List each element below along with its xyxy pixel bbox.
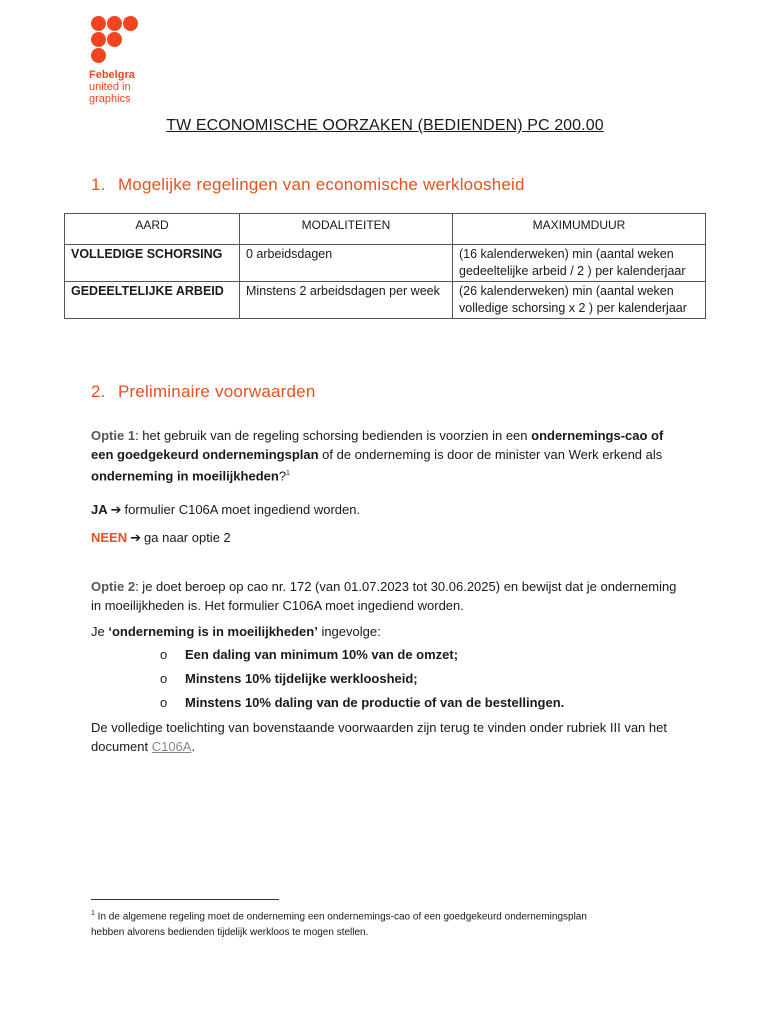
c106a-link[interactable]: C106A: [151, 739, 192, 754]
criteria-item-2: Minstens 10% tijdelijke werkloosheid;: [185, 671, 418, 686]
cell-maximumduur: (26 kalenderweken) min (aantal weken volledige schorsing x 2 ) per kalenderjaar: [453, 282, 706, 319]
cell-aard: GEDEELTELIJKE ARBEID: [65, 282, 240, 319]
logo-brand: Febelgra: [89, 69, 135, 81]
regelingen-table: [64, 213, 706, 319]
section-2-title: Preliminaire voorwaarden: [117, 382, 316, 401]
list-item: [160, 671, 418, 686]
cell-modaliteiten: 0 arbeidsdagen: [240, 245, 453, 282]
section-1-number: 1.: [91, 175, 106, 194]
section-1-title: Mogelijke regelingen van economische werkloosheid: [117, 175, 525, 194]
criteria-intro-prefix: Je: [91, 624, 109, 639]
footnote-text: In de algemene regeling moet de onderneming een ondernemings-cao of een goedgekeurd ondernemingsplan hebben alvorens bedienden tijdelijk werkloos te mogen stellen.: [91, 911, 587, 939]
list-item: [160, 695, 564, 710]
list-item: [160, 647, 458, 662]
header-aard: AARD: [65, 214, 240, 245]
optie-1-bold-2: onderneming in moeilijkheden: [91, 468, 279, 484]
logo-tagline-2: graphics: [89, 93, 131, 105]
table-header-row: [65, 214, 706, 245]
header-modaliteiten: MODALITEITEN: [240, 214, 453, 245]
cell-maximumduur: (16 kalenderweken) min (aantal weken gedeeltelijke arbeid / 2 ) per kalenderjaar: [453, 245, 706, 282]
neen-line: [91, 528, 681, 547]
footnote: [91, 906, 621, 941]
table-row: [65, 245, 706, 282]
cell-modaliteiten: Minstens 2 arbeidsdagen per week: [240, 282, 453, 319]
optie-2-label: Optie 2: [91, 579, 136, 594]
optie-1-bold-1: ondernemings-cao of een goedgekeurd ondernemingsplan: [91, 428, 664, 462]
optie-2-text: : je doet beroep op cao nr. 172 (van 01.07.2023 tot 30.06.2025) en bewijst dat je onderneming in moeilijkheden is. Het formulier C106A moet ingediend worden.: [91, 579, 677, 613]
footnote-number: 1: [91, 910, 95, 917]
bullet-icon: o: [160, 647, 168, 662]
criteria-intro-bold: ‘onderneming is in moeilijkheden’: [108, 624, 318, 639]
section-2-number: 2.: [91, 382, 106, 401]
bullet-icon: o: [160, 695, 168, 710]
neen-text: ga naar optie 2: [144, 530, 231, 545]
cell-aard: VOLLEDIGE SCHORSING: [65, 245, 240, 282]
ja-label: JA: [91, 502, 108, 517]
criteria-item-3: Minstens 10% daling van de productie of van de bestellingen.: [185, 695, 565, 710]
ja-text: formulier C106A moet ingediend worden.: [124, 502, 361, 517]
toelichting-suffix: .: [191, 739, 196, 754]
document-title: TW ECONOMISCHE OORZAKEN (BEDIENDEN) PC 200.00: [166, 117, 604, 134]
ja-line: [91, 500, 681, 519]
logo-dots-icon: [89, 16, 141, 64]
arrow-right-icon: ➔: [130, 530, 142, 545]
optie-2-paragraph: [91, 577, 681, 615]
toelichting-text: De volledige toelichting van bovenstaande voorwaarden zijn terug te vinden onder rubriek III van het document: [91, 720, 667, 754]
optie-1-text-1: : het gebruik van de regeling schorsing bedienden is voorzien in een: [135, 428, 532, 443]
header-maximumduur: MAXIMUMDUUR: [453, 214, 706, 245]
febelgra-logo: [89, 16, 141, 105]
optie-1-text-3: ?: [278, 468, 287, 484]
footnote-divider: [91, 899, 279, 900]
optie-1-paragraph: [91, 426, 681, 485]
neen-label: NEEN: [91, 530, 128, 545]
optie-1-label: Optie 1: [91, 428, 136, 443]
optie-1-text-2: of de onderneming is door de minister van Werk erkend als: [318, 447, 663, 462]
footnote-ref[interactable]: 1: [286, 470, 290, 477]
arrow-right-icon: ➔: [110, 502, 122, 517]
criteria-intro: [91, 622, 681, 641]
bullet-icon: o: [160, 671, 168, 686]
section-1-heading: [91, 175, 525, 195]
criteria-item-1: Een daling van minimum 10% van de omzet;: [185, 647, 459, 662]
section-2-heading: [91, 382, 316, 402]
logo-tagline-1: united in: [89, 81, 131, 93]
toelichting-paragraph: [91, 718, 681, 756]
criteria-intro-suffix: ingevolge:: [317, 624, 381, 639]
table-row: [65, 282, 706, 319]
